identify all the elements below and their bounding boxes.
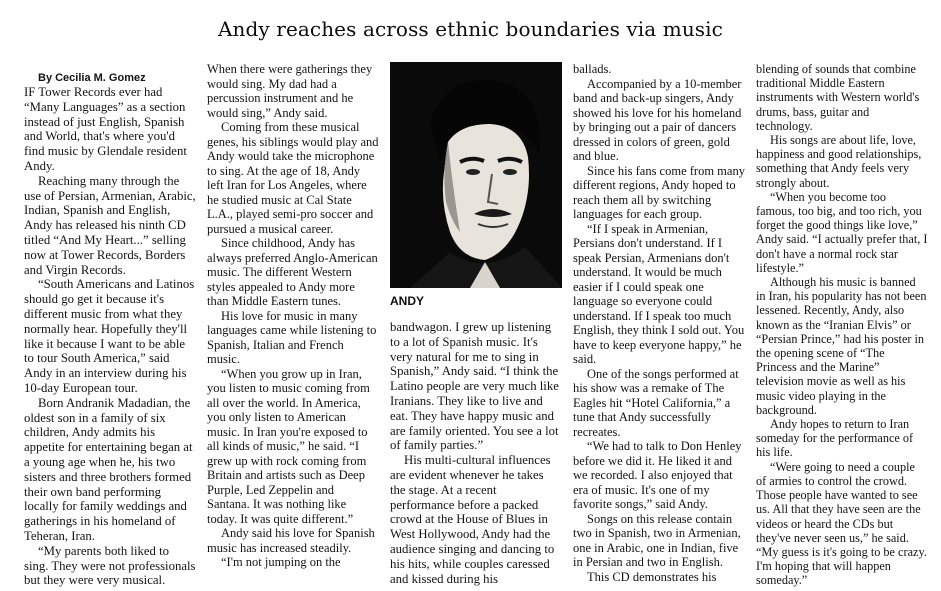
paragraph: One of the songs performed at his show was a remake of The Eagles hit “Hotel California,” a tune that Andy successfully recreates. (573, 366, 739, 439)
photo-caption: ANDY (390, 294, 425, 308)
paragraph: When there were gatherings they would sing. My dad had a percussion instrument and he would sing,” Andy said. (207, 62, 373, 120)
paragraph: His songs are about life, love, happiness and good relationships, something that Andy feels very strongly about. (756, 133, 922, 190)
paragraph: “My parents both liked to sing. They were not professionals but they were very musical. (24, 543, 196, 588)
paragraph: Andy said his love for Spanish music has increased steadily. (207, 526, 375, 555)
paragraph: “We had to talk to Don Henley before we did it. He liked it and we recorded. I also enjoyed that era of music. It's one of my favorite songs,” said Andy. (573, 439, 742, 511)
paragraph: Reaching many through the use of Persian, Armenian, Arabic, Indian, Spanish and English, Andy has released his ninth CD titled “And My Heart...” selling now at Tower Records, Borders and Virgin Records. (24, 173, 196, 277)
paragraph: Since childhood, Andy has always preferred Anglo-American music. The different Western styles appealed to Andy more than Middle Eastern tunes. (207, 236, 378, 308)
paragraph: His multi-cultural influences are evident whenever he takes the stage. At a recent performance before a packed crowd at the House of Blues in West Hollywood, Andy had the audience singing and dancing to his hits, while couples caressed and kissed during his (390, 453, 555, 586)
paragraph: Accompanied by a 10-member band and back-up singers, Andy showed his love for his homeland by bringing out a pair of dancers dressed in colors of green, gold and blue. (573, 76, 742, 163)
paragraph: blending of sounds that combine traditional Middle Eastern instruments with Western world's drums, bass, guitar and technology. (756, 62, 920, 133)
paragraph: ballads. (573, 62, 612, 76)
article-column-2 (207, 62, 379, 570)
paragraph: “South Americans and Latinos should go get it because it's different music from what they normally hear. Hopefully they'll like it because I want to be able to tour South America,” said Andy in an interview during his 10-day European tour. (24, 277, 195, 395)
article-column-5 (756, 62, 928, 588)
paragraph: Andy hopes to return to Iran someday for the performance of his life. (756, 417, 914, 460)
article-column-1 (24, 72, 196, 588)
paragraph: Born Andranik Madadian, the oldest son in a family of six children, Andy admits his appetite for entertaining began at a young age when he, his two sisters and three brothers formed their own band performing locally for family weddings and gatherings in his homeland of Teheran, Iran. (24, 395, 193, 543)
portrait-image (390, 62, 562, 288)
article-column-4 (573, 62, 745, 584)
paragraph: “If I speak in Armenian, Persians don't understand. If I speak Persian, Armenians don't understand. It would be much easier if I could speak one language so everyone could understand. If I speak too much English, they think I sold out. You have to keep everyone happy,” he said. (573, 221, 745, 366)
paragraph: IF Tower Records ever had “Many Languages” as a section instead of just English, Spanish and World, that's where you'd find music by Glendale resident Andy. (24, 85, 187, 173)
paragraph: “When you grow up in Iran, you listen to music coming from all over the world. In America, you only listen to American music. In Iran you're exposed to all kinds of music,” he said. “I grew up with rock coming from Britain and artists such as Deep Purple, Led Zeppelin and Santana. It was nothing like today. It was quite different.” (207, 366, 370, 526)
paragraph: Although his music is banned in Iran, his popularity has not been lessened. Recently, Andy, also known as the “Iranian Elvis” or “Persian Prince,” had his poster in the opening scene of “The Princess and the Marine” television movie as well as his music video playing in the background. (756, 275, 927, 417)
paragraph: Since his fans come from many different regions, Andy hoped to reach them all by switching languages for each group. (573, 163, 745, 221)
paragraph: Coming from these musical genes, his siblings would play and Andy would take the microphone to sing. At the age of 18, Andy left Iran for Los Angeles, where he studied music at Cal State L.A., played semi-pro soccer and pursued a musical career. (207, 120, 379, 236)
paragraph: Songs on this release contain two in Spanish, two in Armenian, one in Arabic, one in Indian, five in Persian and two in English. (573, 511, 741, 569)
paragraph: His love for music in many languages came while listening to Spanish, Italian and French music. (207, 308, 377, 366)
paragraph: This CD demonstrates his (587, 569, 717, 584)
paragraph: “When you become too famous, too big, and too rich, you forget the good things like love,” Andy said. “I actually prefer that, I don't have a normal rock star lifestyle.” (756, 189, 928, 275)
paragraph: “I'm not jumping on the (221, 555, 341, 569)
byline: By Cecilia M. Gomez (38, 72, 146, 84)
andy-photo (390, 62, 562, 288)
headline: Andy reaches across ethnic boundaries via music (218, 17, 723, 41)
paragraph: “Were going to need a couple of armies to control the crowd. Those people have wanted to see us. All that they have seen are the videos or heard the CDs but they've never seen us,” he said. “My guess is it's going to be crazy. I'm hoping that will happen someday.” (756, 459, 927, 588)
paragraph: bandwagon. I grew up listening to a lot of Spanish music. It's very natural for me to sing in Spanish,” Andy said. “I think the Latino people are very much like Iranians. They like to live and eat. They have happy music and are family oriented. You see a lot of family parties.” (390, 320, 559, 453)
article-column-3 (390, 320, 562, 586)
